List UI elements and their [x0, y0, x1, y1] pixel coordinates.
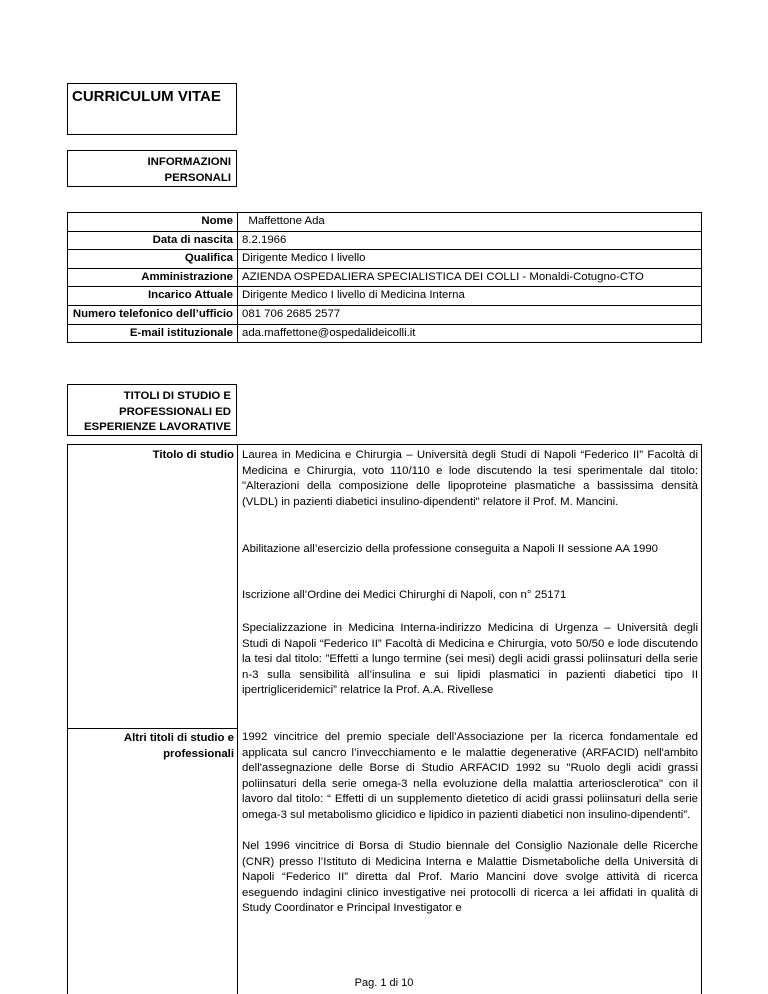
row-divider — [68, 728, 237, 729]
table-row — [68, 213, 702, 232]
label-altri-titoli-text: Altri titoli di studio e professionali — [123, 732, 234, 760]
value-email[interactable]: ada.maffettone@ospedalideicolli.it — [238, 324, 702, 343]
value-qualifica: Dirigente Medico I livello — [238, 250, 702, 269]
table-row — [68, 268, 702, 287]
personal-info-table — [67, 212, 702, 343]
paragraph-borsa-cnr: Nel 1996 vincitrice di Borsa di Studio biennale del Consiglio Nazionale delle Ricerche (CNR) presso l’Istituto di Medicina Interna e Malattie Dismetaboliche della Università di Napoli “Federico II” diretta dal Prof. Mario Mancini dove svolge attività di ricerca eseguendo indagini clinico investigative nei protocolli di ricerca a lei affidati in qualità di Study Coordinator e Principal Investigator e — [242, 840, 698, 915]
table-row — [68, 324, 702, 343]
label-nome: Nome — [68, 213, 238, 232]
value-nome: Maffettone Ada — [238, 213, 702, 232]
paragraph-iscrizione: Iscrizione all’Ordine dei Medici Chirurghi di Napoli, con n° 25171 — [242, 589, 567, 601]
document-title: CURRICULUM VITAE — [72, 88, 221, 105]
table-row — [68, 305, 702, 324]
value-telefono: 081 706 2685 2577 — [238, 305, 702, 324]
heading-line: ESPERIENZE LAVORATIVE — [83, 421, 231, 433]
paragraph-premio-arfacid: 1992 vincitrice del premio speciale dell’Associazione per la ricerca fondamentale ed applicata sul cancro l’invecchiamento e le malattie degenerative (ARFACID) nell'ambito dell'assegnazione delle Borse di Studio ARFACID 1992 su "Ruolo degli acidi grassi poliinsaturi della serie omega-3 nella evoluzione della malattia arteriosclerotica" con il lavoro dal titolo: “ Effetti di un supplemento dietetico di acidi grassi poliinsaturi della serie omega-3 sul metabolismo glicidico e lipidico in pazienti diabetici non insulino-dipendenti”. — [242, 731, 698, 821]
label-titolo-studio: Titolo di studio — [152, 449, 234, 461]
heading-line: PERSONALI — [164, 171, 231, 184]
label-email: E-mail istituzionale — [68, 324, 238, 343]
paragraph-abilitazione: Abilitazione all’esercizio della professione conseguita a Napoli II sessione AA 1990 — [242, 543, 659, 555]
cv-title-box — [67, 83, 237, 135]
heading-line: PROFESSIONALI ED — [118, 405, 231, 418]
paragraph-laurea: Laurea in Medicina e Chirurgia – Università degli Studi di Napoli “Federico II” Facoltà di Medicina e Chirurgia, voto 110/110 e lode discutendo la tesi sperimentale dal titolo: "Alterazioni della composizione delle lipoproteine plasmatiche a bassissima densità (VLDL) in pazienti diabetici insulino-dipendenti" relatore il Prof. M. Mancini. — [242, 449, 698, 508]
education-table — [67, 444, 702, 994]
label-data-nascita: Data di nascita — [68, 231, 238, 250]
heading-line: TITOLI DI STUDIO E — [123, 390, 231, 402]
label-amministrazione: Amministrazione — [68, 268, 238, 287]
page-number: Pag. 1 di 10 — [354, 977, 414, 989]
table-row — [68, 287, 702, 306]
label-incarico: Incarico Attuale — [68, 287, 238, 306]
section-heading-titoli — [67, 384, 237, 436]
table-row — [68, 231, 702, 250]
paragraph-specializzazione: Specializzazione in Medicina Interna-indirizzo Medicina di Urgenza – Università degli Studi di Napoli “Federico II” Facoltà di Medicina e Chirurgia, voto 50/50 e lode discutendo la tesi dal titolo: ”Effetti a lungo termine (sei mesi) degli acidi grassi poliinsaturi della serie n-3 sulla sensibilità all’insulina e sui lipidi plasmatici in pazienti diabetici tipo II ipertrigliceridemici” relatrice la Prof. A.A. Rivellese — [242, 622, 698, 697]
column-divider — [237, 445, 238, 994]
label-qualifica: Qualifica — [68, 250, 238, 269]
label-telefono: Numero telefonico dell’ufficio — [68, 305, 238, 324]
heading-line: INFORMAZIONI — [147, 156, 231, 168]
value-data-nascita: 8.2.1966 — [238, 231, 702, 250]
section-heading-informazioni — [67, 150, 237, 187]
value-incarico: Dirigente Medico I livello di Medicina Interna — [238, 287, 702, 306]
value-amministrazione: AZIENDA OSPEDALIERA SPECIALISTICA DEI COLLI - Monaldi-Cotugno-CTO — [238, 268, 702, 287]
table-row — [68, 250, 702, 269]
